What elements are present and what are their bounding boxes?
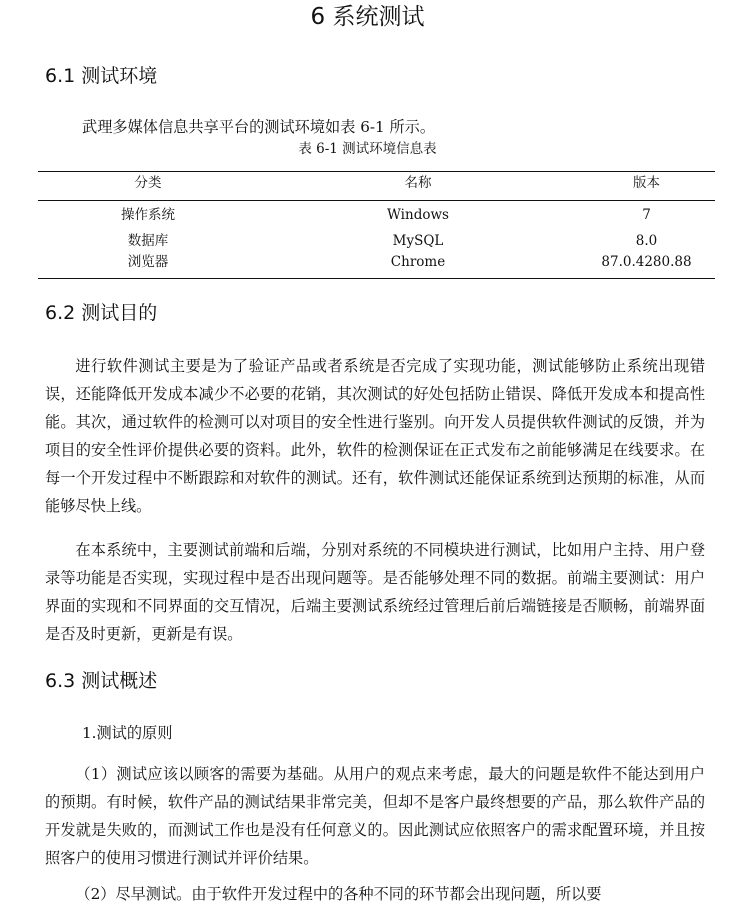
cell-category: 操作系统 bbox=[121, 207, 175, 223]
table-row bbox=[38, 230, 715, 252]
table-row bbox=[38, 204, 715, 226]
table-caption: 表 6-1 测试环境信息表 bbox=[298, 141, 437, 157]
table-row bbox=[38, 252, 715, 272]
paragraph-principle-1: （1）测试应该以顾客的需要为基础。从用户的观点来考虑，最大的问题是软件不能达到用户的预期。有时候，软件产品的测试结果非常完美，但却不是客户最终想要的产品，那么软件产品的开发就是失败的，而测试工作也是没有任何意义的。因此测试应依照客户的需求配置环境，并且按照客户的使用习惯进行测试并评价结果。 bbox=[45, 765, 705, 867]
header-category: 分类 bbox=[134, 175, 162, 191]
cell-category: 数据库 bbox=[127, 233, 169, 249]
cell-version: 7 bbox=[642, 207, 651, 223]
cell-version: 8.0 bbox=[635, 233, 658, 249]
environment-table bbox=[38, 171, 715, 279]
section-heading-test-environment: 6.1 测试环境 bbox=[45, 65, 158, 87]
cell-version: 87.0.4280.88 bbox=[601, 254, 692, 270]
cell-name: Chrome bbox=[390, 254, 446, 270]
table-header-row bbox=[38, 172, 715, 201]
paragraph-principle-2: （2）尽早测试。由于软件开发过程中的各种不同的环节都会出现问题，所以要 bbox=[75, 885, 602, 903]
cell-name: MySQL bbox=[392, 233, 444, 249]
paragraph-purpose-2: 在本系统中，主要测试前端和后端，分别对系统的不同模块进行测试，比如用户主持、用户登录等功能是否实现，实现过程中是否出现问题等。是否能够处理不同的数据。前端主要测试：用户界面的实现和不同界面的交互情况，后端主要测试系统经过管理后前后端链接是否顺畅，前端界面是否及时更新，更新是有误。 bbox=[45, 541, 705, 643]
chapter-title: 6 系统测试 bbox=[310, 4, 425, 30]
cell-category: 浏览器 bbox=[127, 254, 169, 270]
intro-text: 武理多媒体信息共享平台的测试环境如表 6-1 所示。 bbox=[82, 118, 436, 136]
header-name: 名称 bbox=[404, 175, 432, 191]
cell-name: Windows bbox=[387, 207, 449, 223]
section-heading-test-overview: 6.3 测试概述 bbox=[45, 670, 158, 692]
section-heading-test-purpose: 6.2 测试目的 bbox=[45, 302, 158, 324]
paragraph-purpose-1: 进行软件测试主要是为了验证产品或者系统是否完成了实现功能，测试能够防止系统出现错误，还能降低开发成本减少不必要的花销，其次测试的好处包括防止错误、降低开发成本和提高性能。其次，通过软件的检测可以对项目的安全性进行鉴别。向开发人员提供软件测试的反馈，并为项目的安全性评价提供必要的资料。此外，软件的检测保证在正式发布之前能够满足在线要求。在每一个开发过程中不断跟踪和对软件的测试。还有，软件测试还能保证系统到达预期的标准，从而能够尽快上线。 bbox=[45, 357, 705, 515]
header-version: 版本 bbox=[633, 175, 660, 191]
subheading-test-principles: 1.测试的原则 bbox=[82, 724, 173, 742]
